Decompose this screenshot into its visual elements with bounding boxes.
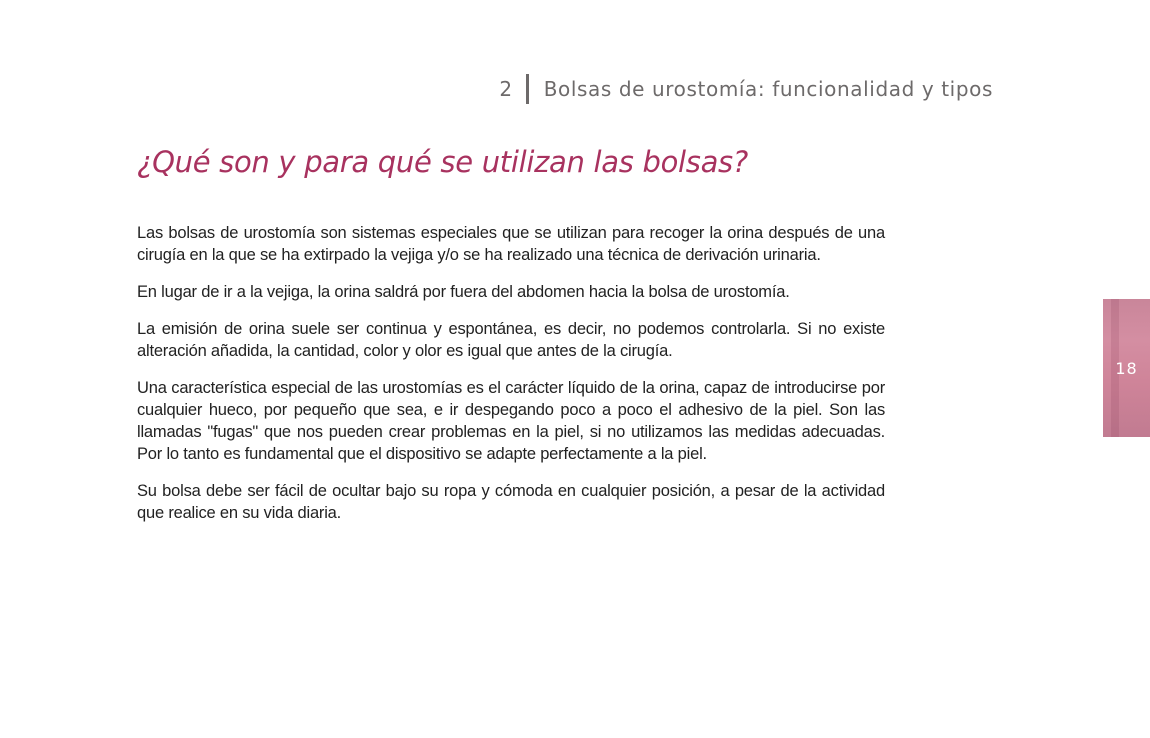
paragraph-5: Su bolsa debe ser fácil de ocultar bajo su ropa y cómoda en cualquier posición, a pesar de la actividad que realice en su vida diaria. — [137, 482, 885, 522]
header-divider — [526, 74, 529, 104]
body-text — [137, 222, 885, 539]
section-title: ¿Qué son y para qué se utilizan las bolsas? — [137, 145, 748, 179]
paragraph-1: Las bolsas de urostomía son sistemas especiales que se utilizan para recoger la orina después de una cirugía en la que se ha extirpado la vejiga y/o se ha realizado una técnica de derivación urinaria. — [137, 224, 885, 264]
paragraph-2: En lugar de ir a la vejiga, la orina saldrá por fuera del abdomen hacia la bolsa de urostomía. — [137, 283, 790, 301]
page-number: 18 — [1115, 359, 1138, 378]
paragraph-4: Una característica especial de las urostomías es el carácter líquido de la orina, capaz de introducirse por cualquier hueco, por pequeño que sea, e ir despegando poco a poco el adhesivo de la piel. Son las llamadas "fugas" que nos pueden crear problemas en la piel, si no utilizamos las medidas adecuadas. Por lo tanto es fundamental que el dispositivo se adapte perfectamente a la piel. — [137, 379, 885, 463]
chapter-header — [499, 72, 993, 106]
chapter-number: 2 — [499, 77, 513, 101]
paragraph-3: La emisión de orina suele ser continua y espontánea, es decir, no podemos controlarla. Si no existe alteración añadida, la cantidad, color y olor es igual que antes de la cirugía. — [137, 320, 885, 360]
chapter-title: Bolsas de urostomía: funcionalidad y tipos — [543, 77, 993, 101]
page-number-tab — [1103, 299, 1150, 437]
